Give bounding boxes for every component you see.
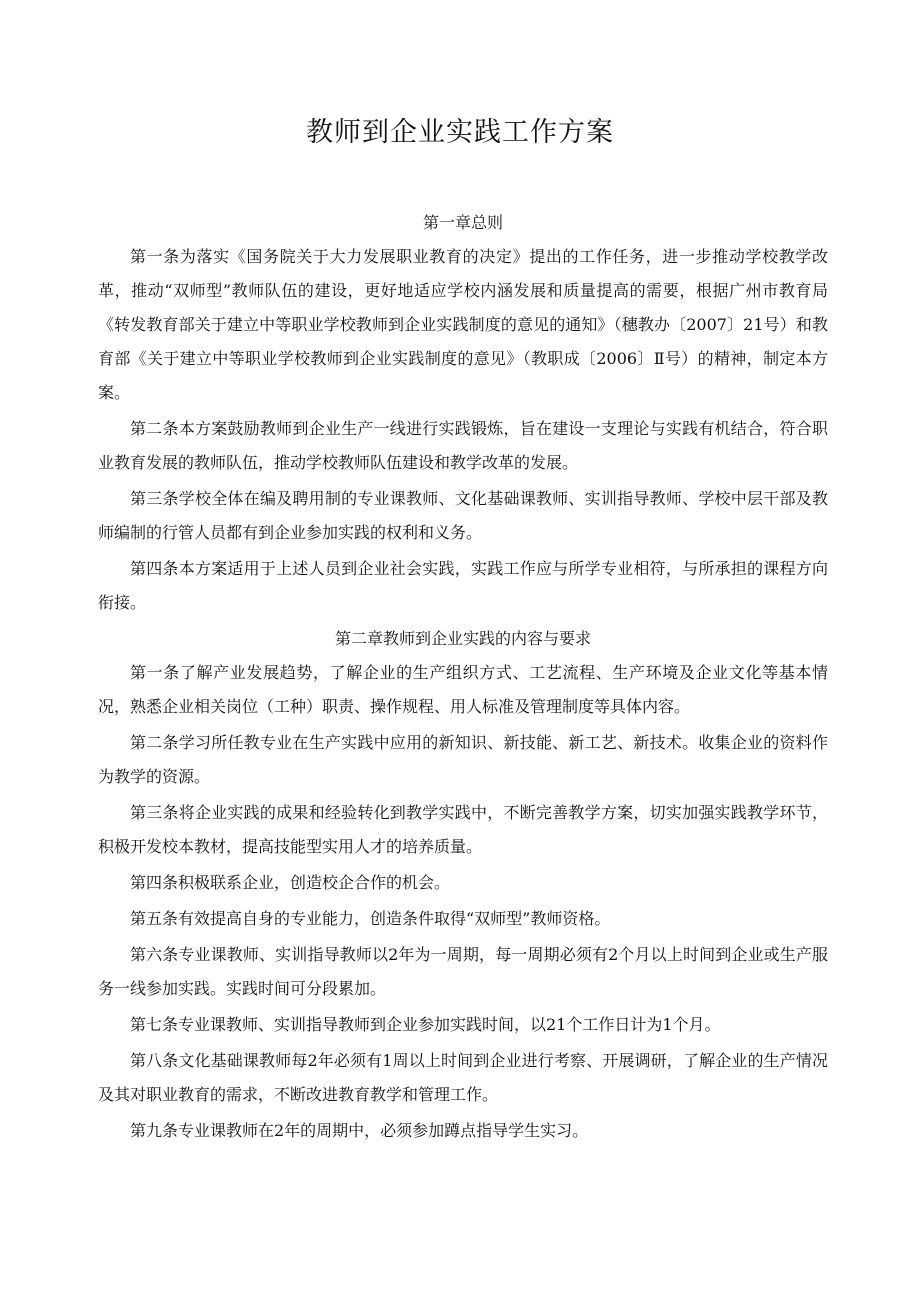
article-paragraph: 第二条学习所任教专业在生产实践中应用的新知识、新技能、新工艺、新技术。收集企业的资料作为教学的资源。 [98,733,828,786]
chapter-heading: 第一章总则 [422,213,503,232]
article-paragraph: 第八条文化基础课教师每2年必须有1周以上时间到企业进行考察、开展调研，了解企业的生产情况及其对职业教育的需求，不断改进教育教学和管理工作。 [98,1051,828,1104]
article-paragraph: 第一条了解产业发展趋势，了解企业的生产组织方式、工艺流程、生产环境及企业文化等基本情况，熟悉企业相关岗位（工种）职责、操作规程、用人标准及管理制度等具体内容。 [98,663,828,716]
article-paragraph: 第三条学校全体在编及聘用制的专业课教师、文化基础课教师、实训指导教师、学校中层干部及教师编制的行管人员都有到企业参加实践的权利和义务。 [98,489,828,542]
article-paragraph: 第二条本方案鼓励教师到企业生产一线进行实践锻炼，旨在建设一支理论与实践有机结合，符合职业教育发展的教师队伍，推动学校教师队伍建设和教学改革的发展。 [98,419,828,472]
chapter-2 [98,622,828,1148]
article-paragraph: 第五条有效提高自身的专业能力，创造条件取得“双师型”教师资格。 [130,909,611,928]
article-paragraph: 第一条为落实《国务院关于大力发展职业教育的决定》提出的工作任务，进一步推动学校教学改革，推动“双师型”教师队伍的建设，更好地适应学校内涵发展和质量提高的需要，根据广州市教育局《转发教育部关于建立中等职业学校教师到企业实践制度的意见的通知》（穗教办〔2007〕21号）和教育部《关于建立中等职业学校教师到企业实践制度的意见》（教职成〔2006〕Ⅱ号）的精神，制定本方案。 [98,247,828,402]
document-body [98,206,828,1148]
article-paragraph: 第四条本方案适用于上述人员到企业社会实践，实践工作应与所学专业相符，与所承担的课程方向衔接。 [98,559,828,612]
article-paragraph: 第七条专业课教师、实训指导教师到企业参加实践时间，以21个工作日计为1个月。 [130,1015,721,1034]
document-title: 教师到企业实践工作方案 [306,117,614,148]
article-paragraph: 第四条积极联系企业，创造校企合作的机会。 [130,873,451,892]
article-paragraph: 第三条将企业实践的成果和经验转化到教学实践中，不断完善教学方案，切实加强实践教学环节，积极开发校本教材，提高技能型实用人才的培养质量。 [98,803,828,856]
article-paragraph: 第六条专业课教师、实训指导教师以2年为一周期，每一周期必须有2个月以上时间到企业或生产服务一线参加实践。实践时间可分段累加。 [98,945,828,998]
article-paragraph: 第九条专业课教师在2年的周期中，必须参加蹲点指导学生实习。 [130,1121,589,1140]
chapter-1 [98,206,828,620]
chapter-heading: 第二章教师到企业实践的内容与要求 [334,629,591,648]
